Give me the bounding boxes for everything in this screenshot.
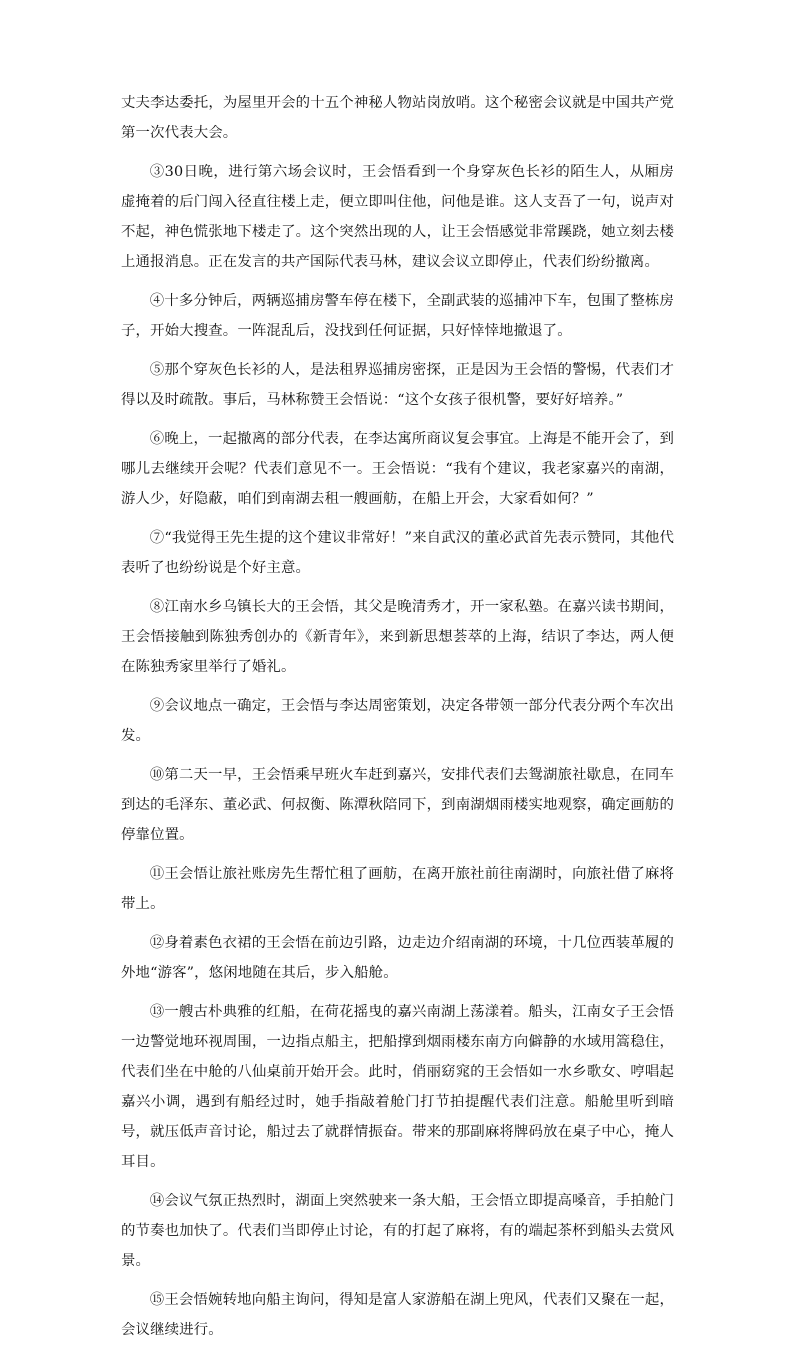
paragraph-12: ⑫身着素色衣裙的王会悟在前边引路，边走边介绍南湖的环境，十几位西装革履的外地“游客”，悠闲地随在其后，步入船舱。: [121, 935, 674, 981]
paragraph-continuation: 丈夫李达委托，为屋里开会的十五个神秘人物站岗放哨。这个秘密会议就是中国共产党第一次代表大会。: [121, 95, 674, 141]
document-body: [121, 88, 674, 1354]
paragraph-15: ⑮王会悟婉转地向船主询问，得知是富人家游船在湖上兜风，代表们又聚在一起，会议继续进行。: [121, 1292, 674, 1338]
paragraph-8: ⑧江南水乡乌镇长大的王会悟，其父是晚清秀才，开一家私塾。在嘉兴读书期间，王会悟接触到陈独秀创办的《新青年》，来到新思想荟萃的上海，结识了李达，两人便在陈独秀家里举行了婚礼。: [121, 599, 674, 675]
paragraph-10: ⑩第二天一早，王会悟乘早班火车赶到嘉兴，安排代表们去鸳湖旅社歇息，在同车到达的毛泽东、董必武、何叔衡、陈潭秋陪同下，到南湖烟雨楼实地观察，确定画舫的停靠位置。: [121, 767, 674, 843]
paragraph-9: ⑨会议地点一确定，王会悟与李达周密策划，决定各带领一部分代表分两个车次出发。: [121, 698, 674, 744]
paragraph-11: ⑪王会悟让旅社账房先生帮忙租了画舫，在离开旅社前往南湖时，向旅社借了麻将带上。: [121, 866, 674, 912]
paragraph-14: ⑭会议气氛正热烈时，湖面上突然驶来一条大船，王会悟立即提高嗓音，手拍舱门的节奏也加快了。代表们当即停止讨论，有的打起了麻将，有的端起茶杯到船头去赏风景。: [121, 1193, 674, 1269]
paragraph-4: ④十多分钟后，两辆巡捕房警车停在楼下，全副武装的巡捕冲下车，包围了整栋房子，开始大搜查。一阵混乱后，没找到任何证据，只好悻悻地撤退了。: [121, 293, 674, 339]
paragraph-13: ⑬一艘古朴典雅的红船，在荷花摇曳的嘉兴南湖上荡漾着。船头，江南女子王会悟一边警觉地环视周围，一边指点船主，把船撑到烟雨楼东南方向僻静的水域用篙稳住，代表们坐在中舱的八仙桌前开始开会。此时，俏丽窈窕的王会悟如一水乡歌女、哼唱起嘉兴小调，遇到有船经过时，她手指敲着舱门打节拍提醒代表们注意。船舱里听到暗号，就压低声音讨论，船过去了就群情振奋。带来的那副麻将牌码放在桌子中心，掩人耳目。: [121, 1004, 674, 1170]
paragraph-6: ⑥晚上，一起撤离的部分代表，在李达寓所商议复会事宜。上海是不能开会了，到哪儿去继续开会呢？代表们意见不一。王会悟说：“我有个建议，我老家嘉兴的南湖，游人少，好隐蔽，咱们到南湖去租一艘画舫，在船上开会，大家看如何？”: [121, 431, 674, 507]
paragraph-5: ⑤那个穿灰色长衫的人，是法租界巡捕房密探，正是因为王会悟的警惕，代表们才得以及时疏散。事后，马林称赞王会悟说：“这个女孩子很机警，要好好培养。”: [121, 362, 674, 408]
paragraph-7: ⑦“我觉得王先生提的这个建议非常好！”来自武汉的董必武首先表示赞同，其他代表听了也纷纷说是个好主意。: [121, 530, 674, 576]
paragraph-3: ③30日晚，进行第六场会议时，王会悟看到一个身穿灰色长衫的陌生人，从厢房虚掩着的后门闯入径直往楼上走，便立即叫住他，问他是谁。这人支吾了一句，说声对不起，神色慌张地下楼走了。这个突然出现的人，让王会悟感觉非常蹊跷，她立刻去楼上通报消息。正在发言的共产国际代表马林，建议会议立即停止，代表们纷纷撤离。: [121, 164, 674, 270]
